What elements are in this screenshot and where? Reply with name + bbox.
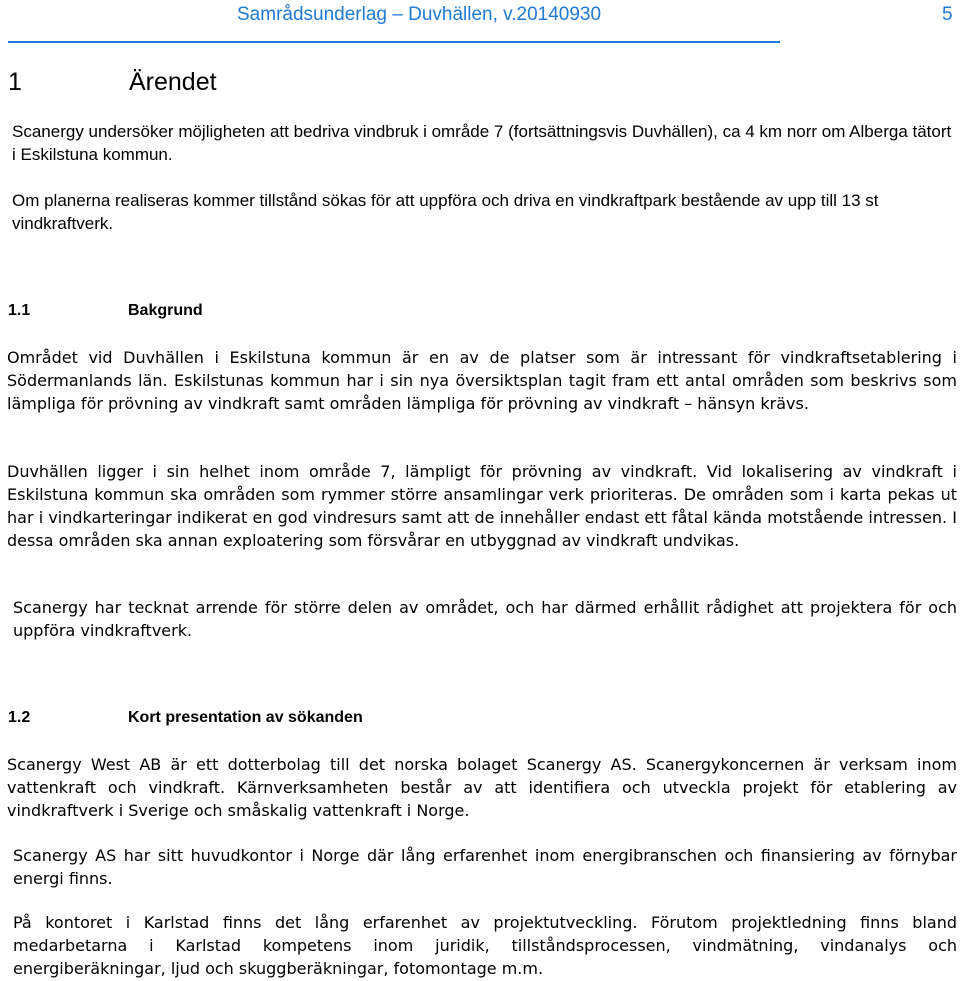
section-number: 1 xyxy=(8,68,22,96)
paragraph-intro: Scanergy undersöker möjligheten att bedriva vindbruk i område 7 (fortsättningsvis Duvhällen), ca 4 km norr om Alberga tätort i Eskilstuna kommun. xyxy=(12,122,952,164)
section-heading-bakgrund xyxy=(8,302,948,326)
page-number: 5 xyxy=(942,4,953,25)
paragraph-background: Området vid Duvhällen i Eskilstuna kommun är en av de platser som är intressant för vindkraftsetablering i Södermanlands län. Eskilstunas kommun har i sin nya översiktsplan tagit fram ett antal områden som beskrivs som lämpliga för prövning av vindkraft samt områden lämpliga för prövning av vindkraft – hänsyn krävs. xyxy=(7,348,957,413)
header-title: Samrådsunderlag – Duvhällen, v.20140930 xyxy=(237,4,602,25)
section-heading-arendet xyxy=(8,68,948,100)
section-number: 1.2 xyxy=(8,709,31,726)
section-title: Kort presentation av sökanden xyxy=(128,709,363,726)
paragraph-duvhallen: Duvhällen ligger i sin helhet inom område 7, lämpligt för prövning av vindkraft. Vid lokalisering av vindkraft i Eskilstuna kommun ska områden som rymmer större ansamlingar verk prioriteras. De områden som i karta pekas ut har i vindkarteringar indikerat en god vindresurs samt att de innehåller endast ett fåtal kända motstående intressen. I dessa områden ska annan exploatering som försvårar en utbyggnad av vindkraft undvikas. xyxy=(7,462,957,550)
paragraph-lease: Scanergy har tecknat arrende för större delen av området, och har därmed erhållit rådighet att projektera för och uppföra vindkraftverk. xyxy=(13,598,957,640)
paragraph-scanergy-as: Scanergy AS har sitt huvudkontor i Norge där lång erfarenhet inom energibranschen och finansiering av förnybar energi finns. xyxy=(13,846,957,888)
header-rule xyxy=(8,41,780,43)
section-number: 1.1 xyxy=(8,302,31,319)
section-heading-presentation xyxy=(8,709,948,733)
section-title: Ärendet xyxy=(129,68,217,96)
page-header xyxy=(0,0,960,46)
paragraph-karlstad: På kontoret i Karlstad finns det lång erfarenhet av projektutveckling. Förutom projektledning finns bland medarbetarna i Karlstad kompetens inom juridik, tillståndsprocessen, vindmätning, vindanalys och energiberäkningar, ljud och skuggberäkningar, fotomontage m.m. xyxy=(13,913,957,978)
section-title: Bakgrund xyxy=(128,302,203,319)
paragraph-plans: Om planerna realiseras kommer tillstånd sökas för att uppföra och driva en vindkraftpark bestående av upp till 13 st vindkraftverk. xyxy=(12,191,879,233)
paragraph-scanergy-west: Scanergy West AB är ett dotterbolag till det norska bolaget Scanergy AS. Scanergykoncernen är verksam inom vattenkraft och vindkraft. Kärnverksamheten består av att identifiera och utveckla projekt för etablering av vindkraftverk i Sverige och småskalig vattenkraft i Norge. xyxy=(7,755,957,820)
